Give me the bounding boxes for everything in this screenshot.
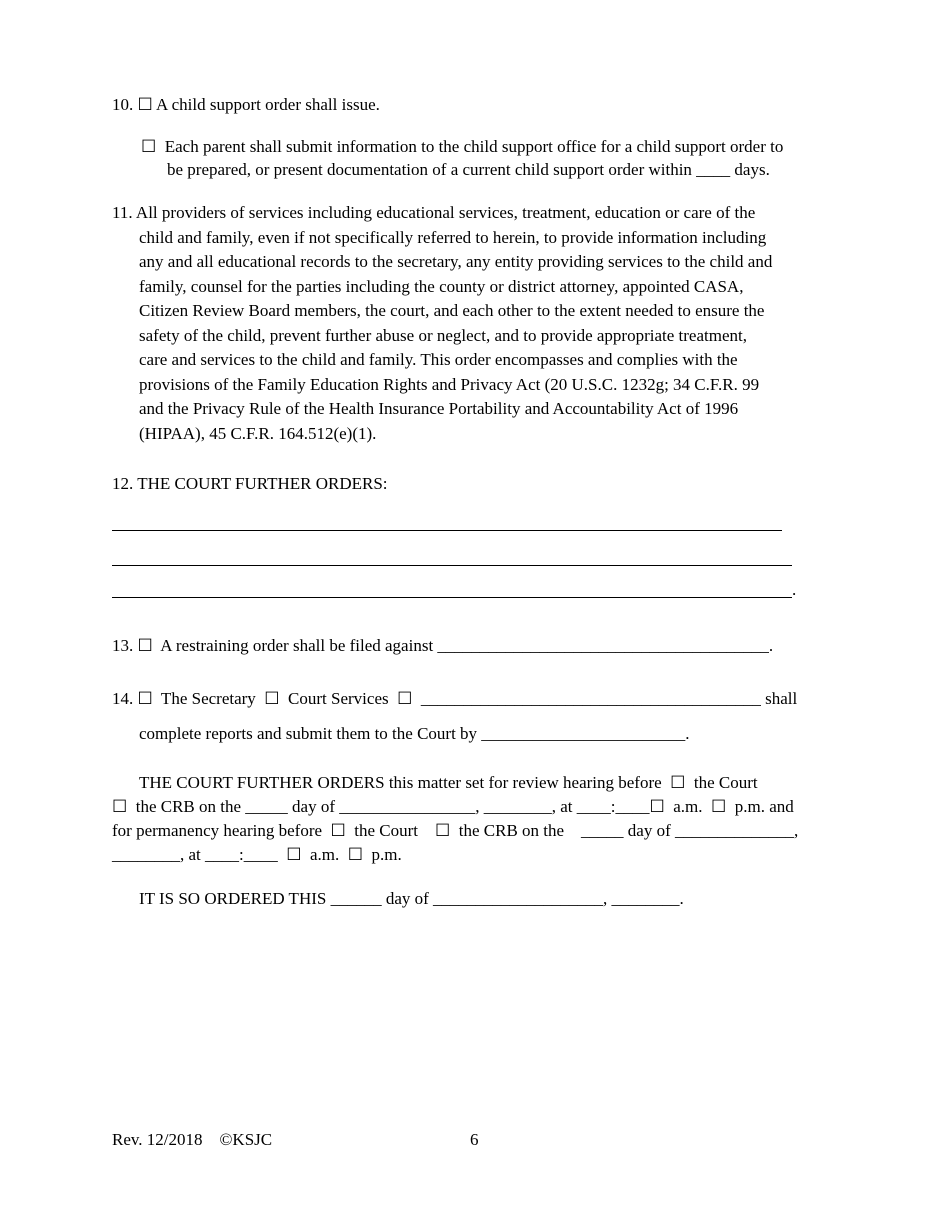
item-10-sub-line-2: be prepared, or present documentation of a current child support order within ____ days. <box>167 160 770 179</box>
item-11-line-9: and the Privacy Rule of the Health Insurance Portability and Accountability Act of 1996 <box>139 399 739 418</box>
item-11-line-4: family, counsel for the parties including the county or district attorney, appointed CASA, <box>139 277 744 296</box>
further-orders-line-1: THE COURT FURTHER ORDERS this matter set for review hearing before ☐ the Court <box>139 773 758 792</box>
page-number: 6 <box>470 1130 479 1149</box>
further-orders-blank-line-3[interactable] <box>112 597 792 598</box>
further-orders-end-period: . <box>792 580 797 599</box>
item-13-restraining-order: 13. ☐ A restraining order shall be filed against _______________________________________. <box>112 636 774 655</box>
item-11-line-8: provisions of the Family Education Rights and Privacy Act (20 U.S.C. 1232g; 34 C.F.R. 99 <box>139 375 760 394</box>
item-11-line-1: 11. All providers of services including educational services, treatment, education or care of the <box>112 203 756 222</box>
item-10-main: 10. ☐ A child support order shall issue. <box>112 95 380 114</box>
further-orders-blank-line-1[interactable] <box>112 530 782 531</box>
so-ordered-line: IT IS SO ORDERED THIS ______ day of ____________________, ________. <box>139 889 684 908</box>
item-11-line-7: care and services to the child and family. This order encompasses and complies with the <box>139 350 738 369</box>
item-11-line-6: safety of the child, prevent further abuse or neglect, and to provide appropriate treatment, <box>139 326 747 345</box>
further-orders-line-4: ________, at ____:____ ☐ a.m. ☐ p.m. <box>112 845 402 864</box>
item-10-sub-line-1: ☐ Each parent shall submit information to the child support office for a child support order to <box>141 137 784 156</box>
further-orders-line-2: ☐ the CRB on the _____ day of ________________, ________, at ____:____☐ a.m. ☐ p.m. and <box>112 797 794 816</box>
further-orders-blank-line-2[interactable] <box>112 565 792 566</box>
item-14-line-1: 14. ☐ The Secretary ☐ Court Services ☐ ________________________________________ shall <box>112 689 798 708</box>
item-12-heading: 12. THE COURT FURTHER ORDERS: <box>112 474 388 493</box>
item-11-line-5: Citizen Review Board members, the court, and each other to the extent needed to ensure the <box>139 301 765 320</box>
item-11-line-10: (HIPAA), 45 C.F.R. 164.512(e)(1). <box>139 424 377 443</box>
item-11-line-2: child and family, even if not specifically referred to herein, to provide information including <box>139 228 767 247</box>
further-orders-line-3: for permanency hearing before ☐ the Court ☐ the CRB on the _____ day of ______________, <box>112 821 799 840</box>
item-14-line-2: complete reports and submit them to the Court by ________________________. <box>139 724 690 743</box>
footer-revision: Rev. 12/2018 ©KSJC <box>112 1130 273 1149</box>
item-11-line-3: any and all educational records to the secretary, any entity providing services to the child and <box>139 252 773 271</box>
